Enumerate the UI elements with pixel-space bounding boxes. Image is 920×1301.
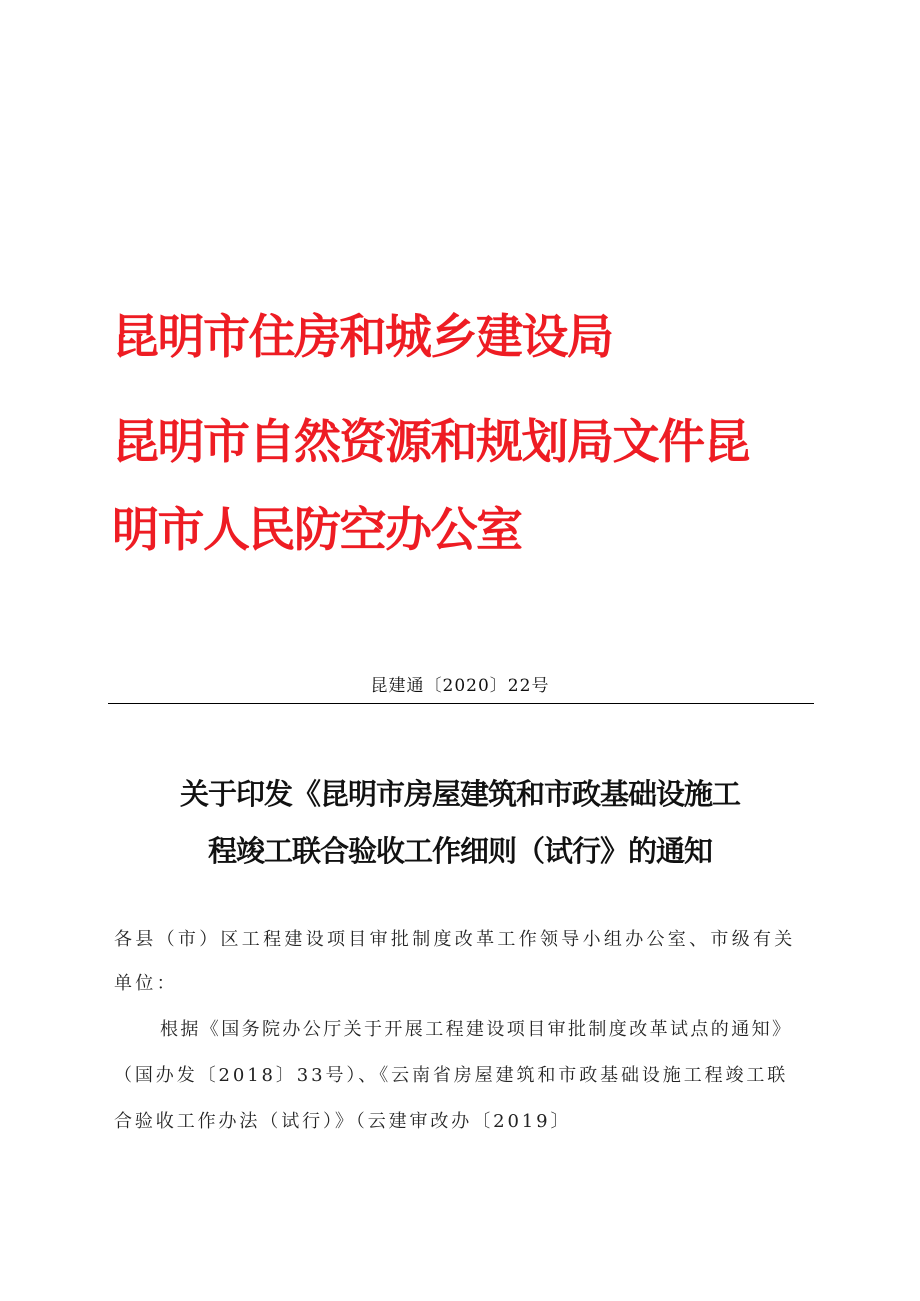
document-number: 昆建通〔2020〕22号: [370, 676, 550, 696]
body-line-3: 合验收工作办法（试行）》（云建审改办〔2019〕: [114, 1111, 572, 1132]
salutation-line-1: 各县（市）区工程建设项目审批制度改革工作领导小组办公室、市级有关: [114, 929, 796, 950]
header-line-3: 明市人民防空办公室: [112, 503, 522, 558]
header-divider: [108, 703, 814, 704]
salutation-line-2: 单位：: [114, 973, 178, 994]
header-line-2: 昆明市自然资源和规划局文件昆: [112, 415, 749, 470]
title-line-1: 关于印发《昆明市房屋建筑和市政基础设施工: [179, 777, 740, 811]
body-line-1: 根据《国务院办公厅关于开展工程建设项目审批制度改革试点的通知》: [160, 1019, 793, 1040]
header-line-1: 昆明市住房和城乡建设局: [112, 310, 613, 365]
body-line-2: （国办发〔2018〕33号）、《云南省房屋建筑和市政基础设施工程竣工联: [114, 1065, 789, 1086]
title-line-2: 程竣工联合验收工作细则（试行》的通知: [207, 834, 712, 868]
